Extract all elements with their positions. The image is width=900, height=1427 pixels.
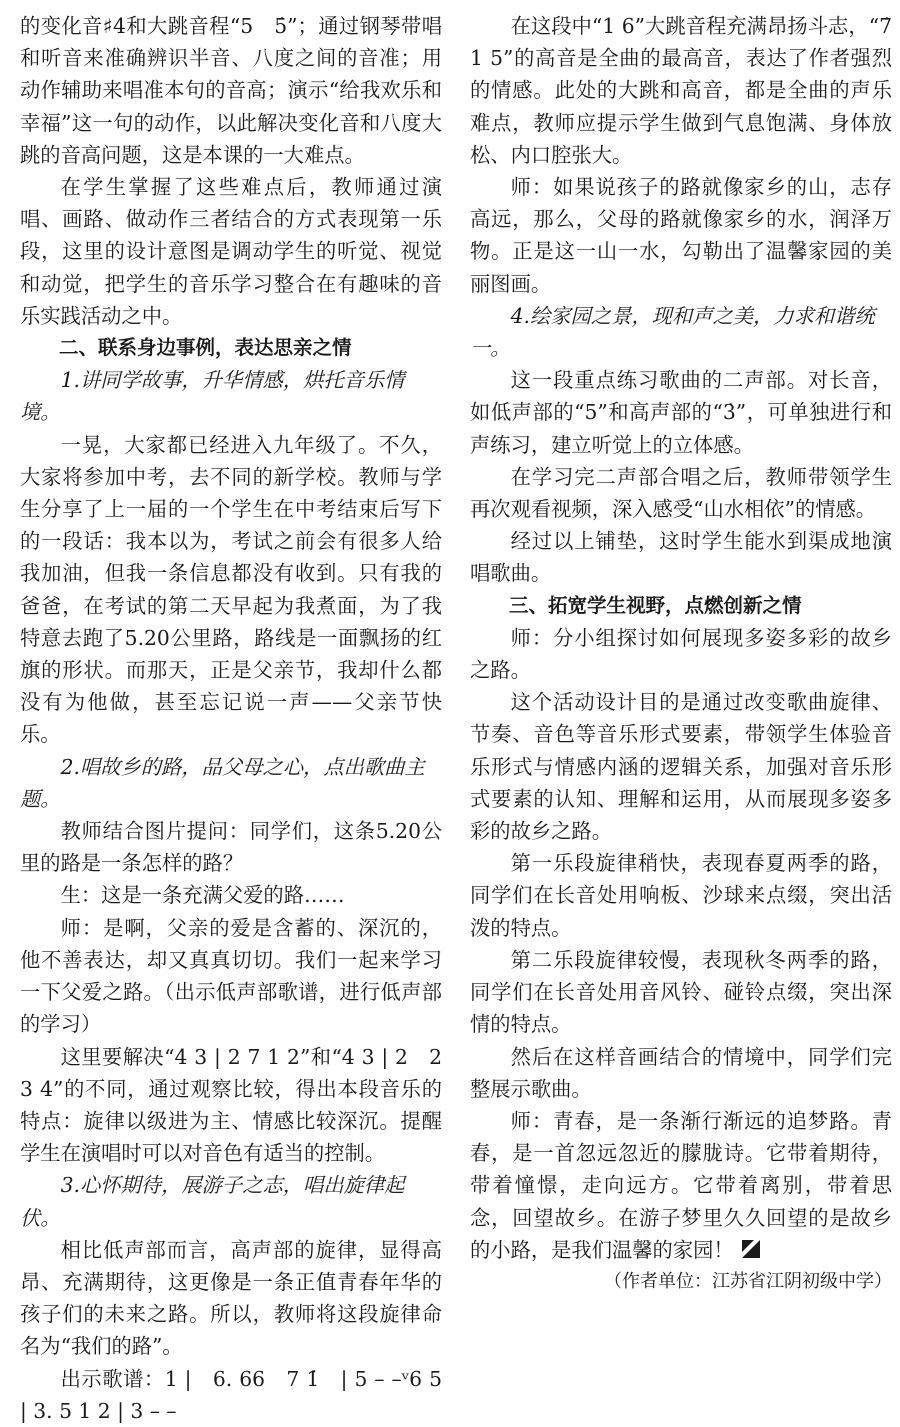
paragraph-text: 经过以上铺垫，这时学生能水到渠成地演唱歌曲。 xyxy=(470,529,892,586)
paragraph-text: 相比低声部而言，高声部的旋律，显得高昂、充满期待，这更像是一条正值青春年华的孩子们的未来之路。所以，教师将这段旋律命名为“我们的路”。 xyxy=(20,1237,442,1359)
paragraph xyxy=(470,10,892,171)
paragraph-text: 生：这是一条充满父爱的路…… xyxy=(60,883,345,908)
paragraph-text: 教师结合图片提问：同学们，这条5.20公里的路是一条怎样的路？ xyxy=(20,819,442,876)
section-heading-text: 二、联系身边事例，表达思亲之情 xyxy=(59,336,352,360)
paragraph xyxy=(20,10,442,171)
paragraph xyxy=(20,879,442,911)
paragraph xyxy=(20,171,442,332)
paragraph xyxy=(20,912,442,1041)
paragraph-text: 第二乐段旋律较慢，表现秋冬两季的路，同学们在长音处用音风铃、碰铃点缀，突出深情的特点。 xyxy=(470,947,892,1037)
subsection-heading-text: 4.绘家园之景，现和声之美，力求和谐统一。 xyxy=(470,303,875,361)
paragraph-text: 师：青春，是一条渐行渐远的追梦路。青春，是一首忽远忽近的朦胧诗。它带着期待，带着憧憬，走向远方。它带着离别，带着思念，回望故乡。在游子梦里久久回望的是故乡的小路，是我们温馨的家园！ xyxy=(470,1108,892,1262)
paragraph xyxy=(470,944,892,1041)
end-mark-icon xyxy=(740,1238,762,1260)
section-heading xyxy=(470,590,892,622)
subsection-heading xyxy=(470,300,892,364)
paragraph-text: 这一段重点练习歌曲的二声部。对长音，如低声部的“5”和高声部的“3̇”，可单独进行和声练习，建立听觉上的立体感。 xyxy=(470,368,892,457)
paragraph-text: 一晃，大家都已经进入九年级了。不久，大家将参加中考，去不同的新学校。教师与学生分享了上一届的一个学生在中考结束后写下的一段话：我本以为，考试之前会有很多人给我加油，但我一条信息都没有收到。只有我的爸爸，在考试的第二天早起为我煮面，为了我特意去跑了5.20公里路，路线是一面飘扬的红旗的形状。而那天，正是父亲节，我却什么都没有为他做，甚至忘记说一声——父亲节快乐。 xyxy=(20,432,442,747)
paragraph xyxy=(470,461,892,525)
paragraph-text: 这个活动设计目的是通过改变歌曲旋律、节奏、音色等音乐形式要素，带领学生体验音乐形式与情感内涵的逻辑关系，加强对音乐形式要素的认知、理解和运用，从而展现多姿多彩的故乡之路。 xyxy=(470,690,892,844)
paragraph-text: 师：如果说孩子的路就像家乡的山，志存高远，那么，父母的路就像家乡的水，润泽万物。正是这一山一水，勾勒出了温馨家园的美丽图画。 xyxy=(470,175,892,296)
section-heading xyxy=(20,332,442,364)
paragraph-text: 在学习完二声部合唱之后，教师带领学生再次观看视频，深入感受“山水相依”的情感。 xyxy=(470,464,892,522)
paragraph xyxy=(20,1363,442,1427)
subsection-heading xyxy=(20,1169,442,1233)
paragraph xyxy=(470,1041,892,1105)
paragraph xyxy=(20,1234,442,1363)
paragraph-text: 这里要解决“4 3 | 2 7 1 2”和“4 3 | 2 2 3 4”的不同，通过观察比较，得出本段音乐的特点：旋律以级进为主、情感比较深沉。提醒学生在演唱时可以对音色有适当的控制。 xyxy=(20,1044,442,1166)
paragraph xyxy=(470,1105,892,1266)
subsection-heading xyxy=(20,364,442,428)
paragraph xyxy=(470,171,892,300)
paragraph xyxy=(20,429,442,751)
author-affiliation xyxy=(470,1266,892,1298)
author-affiliation-text: （作者单位：江苏省江阴初级中学） xyxy=(604,1270,892,1292)
paragraph xyxy=(470,525,892,589)
paragraph xyxy=(470,847,892,944)
paragraph xyxy=(470,622,892,686)
subsection-heading-text: 1.讲同学故事，升华情感，烘托音乐情境。 xyxy=(20,368,405,425)
paragraph xyxy=(20,815,442,879)
paragraph-text: 出示歌谱：1 | 6. 66 7 1̇ | 5 – –ᵛ6 5 | 3. 5 1 2 | 3 – – xyxy=(20,1366,442,1423)
paragraph-text: 在这段中“1 6”大跳音程充满昂扬斗志，“7̇ 1 5”的高音是全曲的最高音，表达了作者强烈的情感。此处的大跳和高音，都是全曲的声乐难点，教师应提示学生做到气息饱满、身体放松、内口腔张大。 xyxy=(470,14,892,167)
subsection-heading-text: 3.心怀期待，展游子之志，唱出旋律起伏。 xyxy=(20,1173,405,1230)
paragraph xyxy=(470,364,892,461)
right-column xyxy=(470,10,892,1298)
subsection-heading xyxy=(20,751,442,815)
paragraph-text: 第一乐段旋律稍快，表现春夏两季的路，同学们在长音处用响板、沙球来点缀，突出活泼的特点。 xyxy=(470,851,892,940)
paragraph-text: 在学生掌握了这些难点后，教师通过演唱、画路、做动作三者结合的方式表现第一乐段，这里的设计意图是调动学生的听觉、视觉和动觉，把学生的音乐学习整合在有趣味的音乐实践活动之中。 xyxy=(20,175,442,328)
paragraph-text: 的变化音♯4和大跳音程“5 5̇”；通过钢琴带唱和听音来准确辨识半音、八度之间的音准；用动作辅助来唱准本句的音高；演示“给我欢乐和幸福”这一句的动作，以此解决变化音和八度大跳的音高问题，这是本课的一大难点。 xyxy=(20,14,442,167)
paragraph-text: 然后在这样音画结合的情境中，同学们完整展示歌曲。 xyxy=(470,1044,892,1101)
paragraph-text: 师：是啊，父亲的爱是含蓄的、深沉的，他不善表达，却又真真切切。我们一起来学习一下父爱之路。（出示低声部歌谱，进行低声部的学习） xyxy=(20,915,442,1037)
subsection-heading-text: 2.唱故乡的路，品父母之心，点出歌曲主题。 xyxy=(20,754,425,811)
paragraph xyxy=(20,1041,442,1170)
paragraph-text: 师：分小组探讨如何展现多姿多彩的故乡之路。 xyxy=(470,625,892,683)
paragraph xyxy=(470,686,892,847)
section-heading-text: 三、拓宽学生视野，点燃创新之情 xyxy=(509,593,802,617)
left-column xyxy=(20,10,442,1427)
